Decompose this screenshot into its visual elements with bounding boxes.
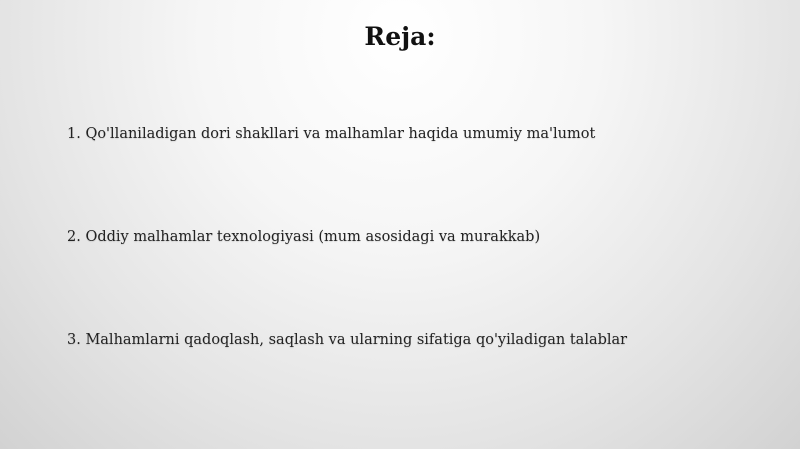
slide-title: Reja:	[364, 22, 436, 51]
plan-item-2: 2. Oddiy malhamlar texnologiyasi (mum asosidagi va murakkab)	[67, 229, 541, 245]
plan-item-1: 1. Qo'llaniladigan dori shakllari va malhamlar haqida umumiy ma'lumot	[67, 126, 596, 142]
plan-item-3: 3. Malhamlarni qadoqlash, saqlash va ularning sifatiga qo'yiladigan talablar	[67, 332, 628, 348]
